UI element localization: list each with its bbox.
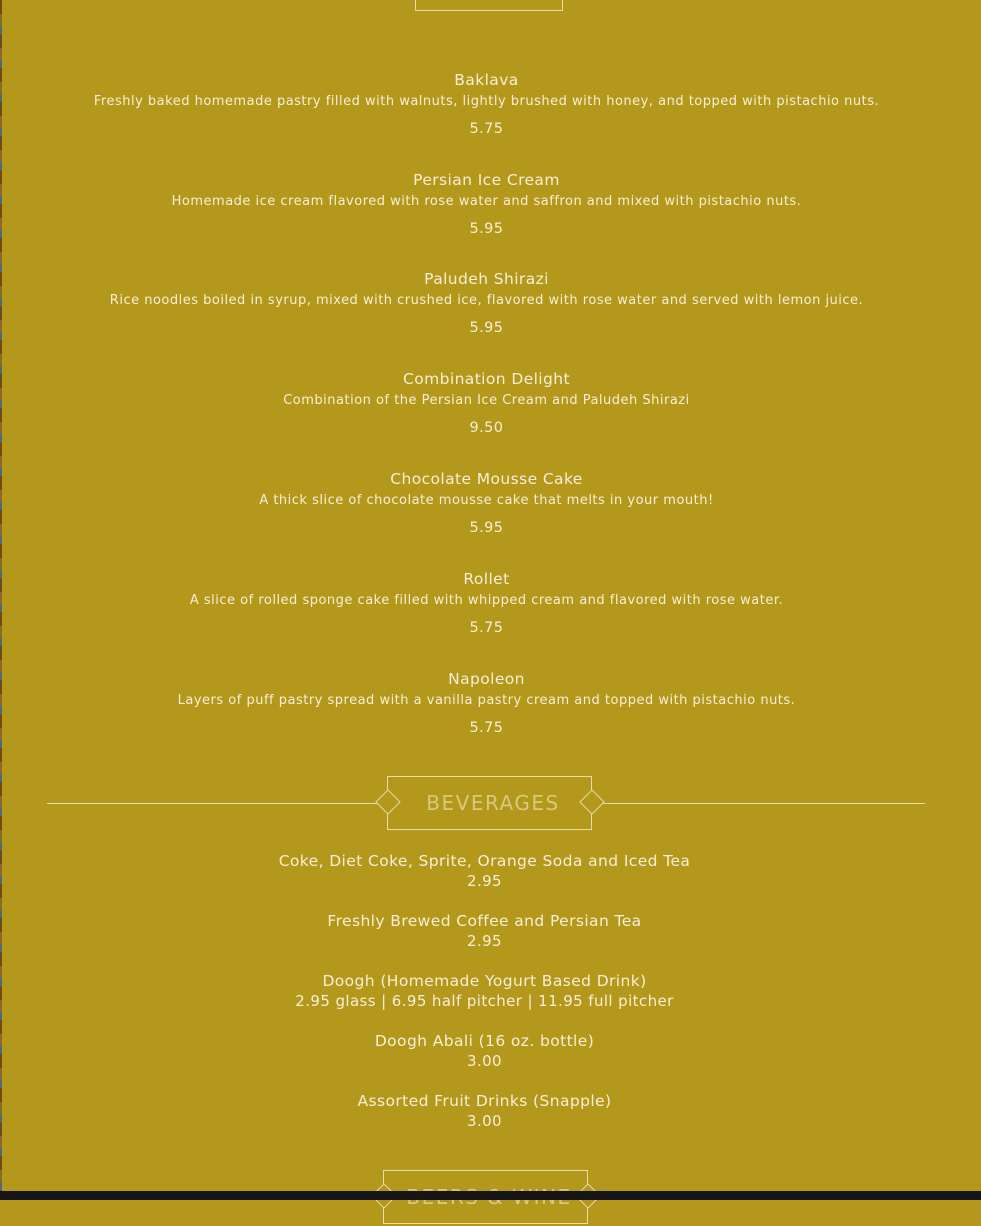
item-name: Assorted Fruit Drinks (Snapple)	[357, 1092, 612, 1110]
menu-item	[0, 570, 973, 637]
item-price: 5.95	[469, 320, 504, 336]
item-description: Homemade ice cream flavored with rose water and saffron and mixed with pistachio nuts.	[171, 194, 802, 209]
item-price: 5.75	[469, 121, 504, 137]
item-name: Rollet	[463, 570, 510, 588]
item-price: 5.95	[469, 520, 504, 536]
item-price: 2.95	[467, 932, 502, 950]
previous-section-header-frame	[415, 0, 563, 11]
item-price: 3.00	[467, 1112, 502, 1130]
item-name: Freshly Brewed Coffee and Persian Tea	[327, 912, 642, 930]
item-name: Baklava	[454, 71, 519, 89]
item-price: 5.75	[469, 620, 504, 636]
section-title: BEVERAGES	[426, 791, 560, 815]
item-price: 9.50	[469, 420, 504, 436]
menu-item	[0, 71, 973, 138]
beers-wine-section-header-clip	[0, 1160, 981, 1191]
item-description: A slice of rolled sponge cake filled with whipped cream and flavored with rose water.	[189, 593, 784, 608]
beverage-item	[0, 1091, 969, 1131]
item-description: Layers of puff pastry spread with a vanilla pastry cream and topped with pistachio nuts.	[177, 693, 796, 708]
item-name: Doogh Abali (16 oz. bottle)	[374, 1032, 595, 1050]
menu-item	[0, 270, 973, 337]
header-divider-left	[47, 803, 379, 804]
bottom-bar	[0, 1191, 981, 1200]
item-price: 5.95	[469, 221, 504, 237]
menu-item	[0, 370, 973, 437]
item-description: Rice noodles boiled in syrup, mixed with crushed ice, flavored with rose water and served with lemon juice.	[109, 293, 864, 308]
item-name: Combination Delight	[403, 370, 570, 388]
beverage-item	[0, 1031, 969, 1071]
item-price: 2.95	[467, 872, 502, 890]
item-name: Persian Ice Cream	[413, 171, 560, 189]
item-price: 2.95 glass | 6.95 half pitcher | 11.95 full pitcher	[295, 992, 674, 1010]
beverage-item	[0, 911, 969, 951]
menu-item	[0, 171, 973, 238]
menu-item	[0, 670, 973, 737]
item-description: Freshly baked homemade pastry filled with walnuts, lightly brushed with honey, and topped with pistachio nuts.	[93, 94, 880, 109]
item-name: Coke, Diet Coke, Sprite, Orange Soda and Iced Tea	[278, 852, 691, 870]
item-description: Combination of the Persian Ice Cream and Paludeh Shirazi	[283, 393, 690, 408]
menu-item	[0, 470, 973, 537]
item-name: Chocolate Mousse Cake	[390, 470, 583, 488]
beverages-section-header	[47, 776, 925, 832]
item-name: Paludeh Shirazi	[424, 270, 549, 288]
item-name: Napoleon	[448, 670, 525, 688]
item-price: 5.75	[469, 720, 504, 736]
item-name: Doogh (Homemade Yogurt Based Drink)	[322, 972, 647, 990]
header-divider-right	[599, 803, 925, 804]
item-price: 3.00	[467, 1052, 502, 1070]
beverage-item	[0, 971, 969, 1011]
item-description: A thick slice of chocolate mousse cake that melts in your mouth!	[259, 493, 714, 508]
beverage-item	[0, 851, 969, 891]
